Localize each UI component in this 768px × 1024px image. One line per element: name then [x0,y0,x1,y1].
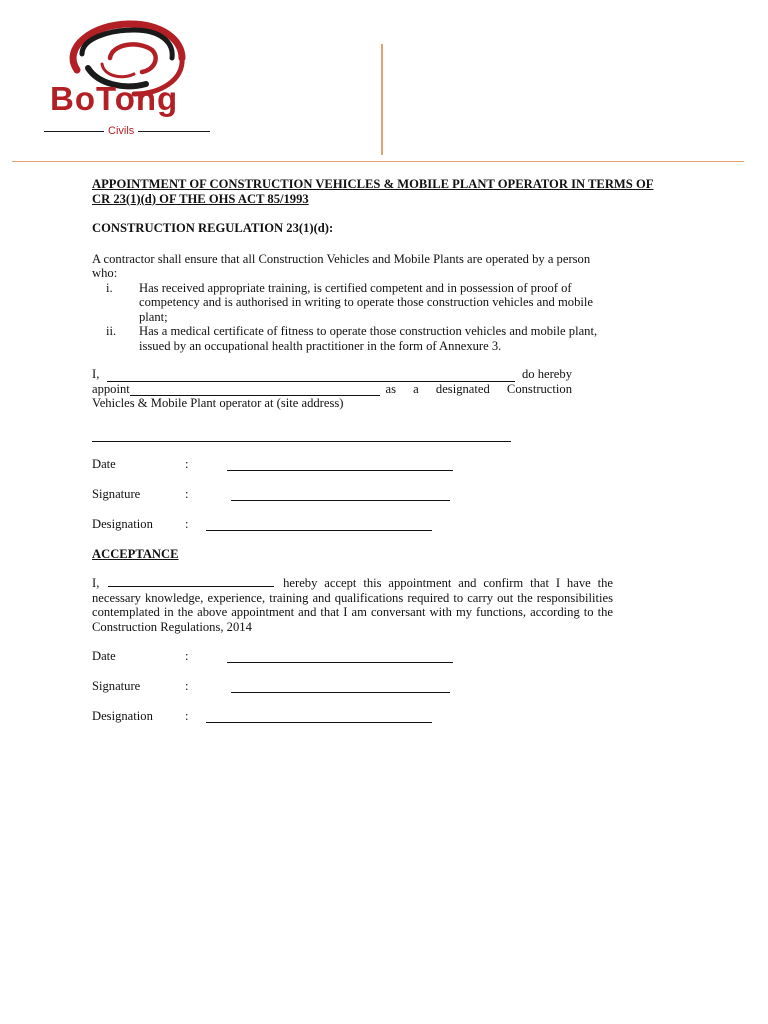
as-designated-text: as a designated Construction [385,381,572,396]
appointer-name-line[interactable] [107,367,515,382]
botong-swirl-icon [42,18,217,140]
date-field [92,457,674,472]
field-colon: : [185,709,189,723]
field-label: Date [92,649,116,663]
site-address-line[interactable] [92,427,511,442]
date-line[interactable] [227,649,453,663]
signature-field [92,487,674,502]
field-label: Signature [92,679,141,693]
list-item [92,324,613,353]
logo-wordmark: BoTong [50,80,179,117]
acceptance-heading: ACCEPTANCE [92,546,179,561]
appoint-word: appoint [92,381,130,396]
field-colon: : [185,486,189,501]
designation-line[interactable] [206,709,432,723]
list-text: Has received appropriate training, is certified competent and in possession of proof of competency and is authorised in writing to operate those construction vehicles and mobile plant; [139,280,593,324]
field-colon: : [185,679,189,693]
appoint-i-label: I, [92,367,100,381]
field-colon: : [185,649,189,663]
list-item [92,281,613,325]
intro-paragraph [92,252,613,354]
list-text: Has a medical certificate of fitness to operate those construction vehicles and mobile plant, issued by an occupational health practitioner in the form of Annexure 3. [139,324,598,353]
signature-line[interactable] [231,487,450,501]
company-logo [42,18,217,140]
field-label: Signature [92,486,141,501]
site-address-text: Vehicles & Mobile Plant operator at (site address) [92,396,344,410]
field-colon: : [185,516,189,531]
designation-field [92,517,674,532]
acceptance-paragraph [92,576,613,634]
header-vertical-rule [381,44,383,155]
date-line[interactable] [227,457,453,471]
document-title: APPOINTMENT OF CONSTRUCTION VEHICLES & MOBILE PLANT OPERATOR IN TERMS OF CR 23(1)(d) OF THE OHS ACT 85/1993 [92,177,654,206]
appointee-name-line[interactable] [130,382,380,397]
designation-line[interactable] [206,517,432,531]
acceptance-text: hereby accept this appointment and confirm that I have the necessary knowledge, experience, training and qualifications required to carry out the responsibilities contemplated in the above appointment and that I am conversant with my functions, according to the Construction Regulations, 2014 [92,576,613,634]
signature-field [92,679,674,694]
list-number: ii. [106,324,117,338]
accept-i-label: I, [92,576,100,590]
date-field [92,649,674,664]
document-body [92,177,674,724]
field-label: Designation [92,709,153,723]
list-number: i. [106,280,113,295]
logo-subtitle: Civils [104,124,138,139]
designation-field [92,709,674,724]
field-colon: : [185,456,189,471]
acceptor-name-line[interactable] [108,586,274,587]
requirements-list [92,281,613,354]
field-label: Date [92,456,116,471]
signature-line[interactable] [231,679,450,693]
appointment-clause [92,367,572,411]
regulation-heading: CONSTRUCTION REGULATION 23(1)(d): [92,221,334,235]
field-label: Designation [92,516,153,531]
do-hereby-text: do hereby [521,367,572,381]
intro-text: A contractor shall ensure that all Construction Vehicles and Mobile Plants are operated by a person who: [92,251,591,280]
header-horizontal-rule [12,161,744,162]
